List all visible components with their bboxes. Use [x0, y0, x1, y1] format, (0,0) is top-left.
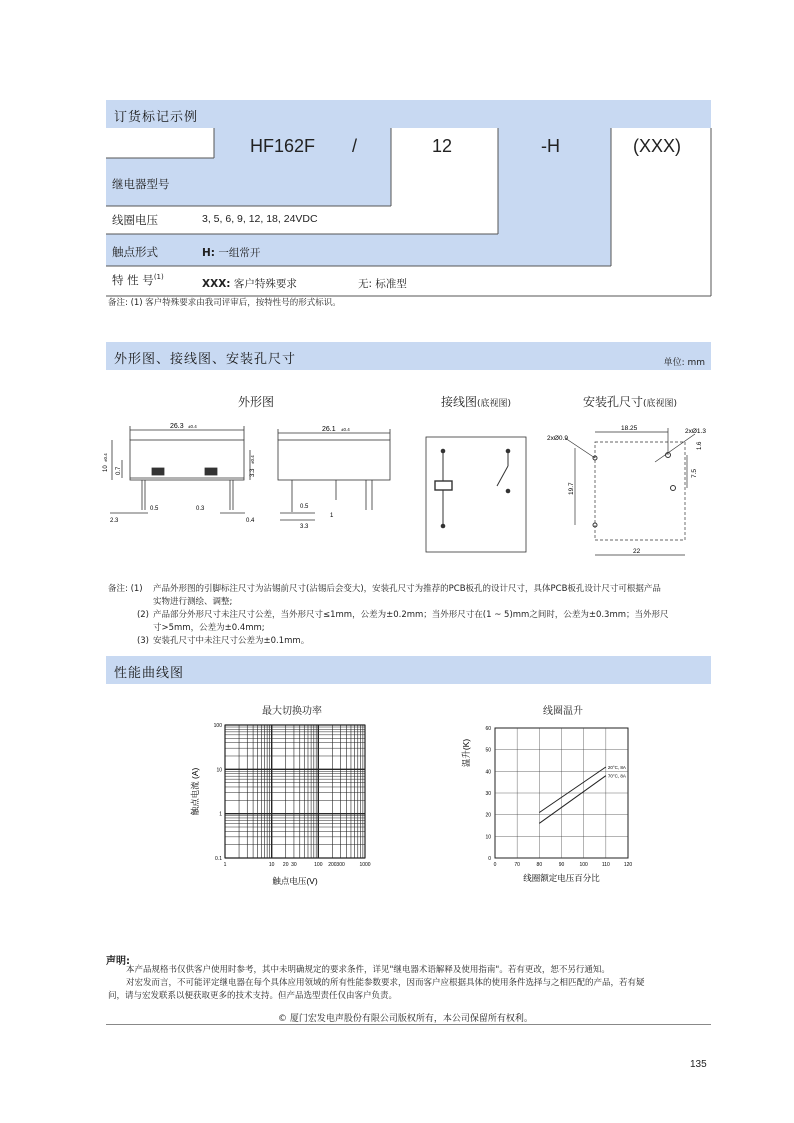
dim-16: 1.6	[697, 441, 703, 450]
dim-03: 0.3	[196, 506, 205, 512]
outline-drawing	[100, 420, 400, 530]
note-num	[108, 622, 153, 635]
dim-h2tol: ±0.4	[250, 455, 255, 464]
note-num: 备注: (1)	[108, 584, 143, 594]
dim-h1: 10	[103, 465, 109, 472]
special-code: XXX:	[202, 278, 231, 290]
series-label: 20°C, 8A	[607, 765, 626, 770]
section-title: 外形图、接线图、安装孔尺寸	[114, 352, 297, 367]
special-sup: (1)	[153, 273, 164, 282]
dim-tol2: ±0.4	[341, 427, 350, 432]
dim-tol1: ±0.4	[188, 424, 197, 429]
x-axis-label: 触点电压(V)	[272, 876, 318, 886]
unit-label: 单位: mm	[663, 358, 705, 368]
y-tick-label: 0	[488, 856, 491, 862]
dim-hole1: 2xØ0.9	[547, 435, 568, 442]
x-axis-label: 线圈额定电压百分比	[523, 873, 600, 883]
row-label-model: 继电器型号	[112, 177, 170, 191]
dim-1825: 18.25	[621, 425, 638, 432]
chart-coil-temperature-rise	[455, 715, 655, 890]
y-tick-label: 10	[485, 834, 491, 841]
copyright: © 厦门宏发电声股份有限公司版权所有，本公司保留所有权利。	[278, 1014, 533, 1024]
y-tick-label: 50	[485, 747, 491, 754]
note-text: 产品部分外形尺寸未注尺寸公差，当外形尺寸≤1mm，公差为±0.2mm；当外形尺寸在(1 ~ 5)mm之间时，公差为±0.3mm；当外形尺	[153, 610, 669, 620]
note-text: 安装孔尺寸中未注尺寸公差为±0.1mm。	[153, 636, 310, 646]
x-tick-label: 200	[328, 862, 337, 868]
code-voltage: 12	[432, 136, 453, 156]
x-tick-label: 90	[558, 862, 565, 868]
section-title: 订货标记示例	[114, 110, 199, 125]
y-tick-label: 100	[213, 723, 222, 729]
subtitle-mount	[583, 393, 677, 410]
note-line	[108, 622, 708, 635]
wiring-note: (底视图)	[477, 399, 512, 409]
dim-h2: 3.3	[250, 468, 256, 477]
wiring-title: 接线图	[441, 395, 478, 409]
declaration-title: 声明:	[106, 956, 130, 967]
note-line	[108, 609, 708, 622]
x-tick-label: 100	[579, 862, 588, 868]
y-tick-label: 0.1	[215, 856, 222, 862]
contact-desc: 一组常开	[215, 247, 261, 259]
x-tick-label: 10	[268, 862, 275, 868]
x-tick-label: 70	[514, 862, 520, 868]
wiring-diagram	[425, 436, 529, 554]
dim-05b: 0.5	[300, 504, 309, 510]
row-value-standard: 无: 标准型	[358, 278, 407, 290]
mount-title: 安装孔尺寸	[583, 395, 644, 409]
subtitle-wiring	[441, 393, 511, 410]
dim-22: 22	[633, 548, 641, 555]
note-num: (3)	[136, 636, 149, 646]
code-contact: -H	[541, 136, 560, 156]
dim-04: 0.4	[246, 518, 255, 524]
y-tick-label: 30	[485, 791, 491, 797]
dim-width2: 26.1	[322, 426, 336, 433]
x-tick-label: 110	[601, 862, 610, 868]
plot-area	[225, 725, 365, 858]
dim-33: 3.3	[300, 524, 309, 530]
x-tick-label: 80	[536, 862, 543, 868]
y-tick-label: 60	[485, 726, 491, 732]
note-line	[108, 596, 708, 609]
row-value-contact	[202, 245, 260, 260]
subtitle-outline: 外形图	[238, 395, 275, 409]
series-label: 70°C, 8A	[607, 773, 626, 779]
note-line	[108, 583, 708, 596]
dim-hole2: 2xØ1.3	[685, 428, 706, 435]
footer-rule	[106, 1024, 711, 1025]
y-axis-label: 温升(K)	[461, 738, 471, 768]
declaration-p2a: 对宏发而言，不可能评定继电器在每个具体应用领域的所有性能参数要求，因而客户应根据具体的使用条件选择与之相匹配的产品，若有疑	[126, 978, 645, 988]
dim-05a: 0.5	[150, 506, 159, 512]
special-label: 特 性 号	[112, 273, 154, 287]
dim-width1: 26.3	[170, 423, 184, 430]
contact-code: H:	[202, 247, 215, 259]
section-title: 性能曲线图	[114, 666, 185, 681]
note-line	[108, 635, 708, 648]
ordering-note: 备注: (1) 客户特殊要求由我司评审后，按特性号的形式标识。	[108, 298, 341, 308]
declaration-p2b: 问，请与宏发联系以便获取更多的技术支持。但产品选型责任仅由客户负责。	[108, 991, 398, 1001]
mounting-hole-drawing	[545, 420, 715, 570]
section-header-outline	[106, 342, 711, 370]
code-special: (XXX)	[633, 136, 682, 156]
dim-1: 1	[330, 513, 334, 519]
x-tick-label: 1000	[359, 862, 371, 868]
x-tick-label: 1	[223, 862, 227, 868]
row-value-coil: 3, 5, 6, 9, 12, 18, 24VDC	[202, 213, 318, 225]
dim-75: 7.5	[691, 468, 698, 478]
chart1-title: 最大切换功率	[262, 706, 322, 717]
y-axis-label: 触点电流 (A)	[190, 767, 200, 816]
outline-notes	[108, 583, 708, 648]
x-tick-label: 0	[493, 862, 497, 868]
note-text: 寸>5mm，公差为±0.4mm;	[153, 623, 265, 633]
row-label-contact: 触点形式	[112, 245, 158, 259]
code-slash: /	[352, 136, 358, 156]
note-text: 产品外形图的引脚标注尺寸为沾锡前尺寸(沾锡后会变大)，安装孔尺寸为推荐的PCB板孔的设计尺寸，具体PCB板孔设计尺寸可根据产品	[153, 584, 661, 594]
dim-197: 19.7	[568, 482, 575, 495]
page-number: 135	[690, 1059, 707, 1070]
chart2-title: 线圈温升	[543, 706, 583, 717]
x-tick-label: 100	[314, 862, 323, 868]
note-num	[108, 596, 153, 609]
y-tick-label: 1	[219, 811, 222, 818]
note-num: (2)	[136, 610, 149, 620]
y-tick-label: 20	[485, 812, 491, 819]
row-label-special	[112, 272, 164, 288]
section-header-performance	[106, 656, 711, 684]
x-tick-label: 120	[623, 862, 633, 868]
special-desc: 客户特殊要求	[230, 278, 297, 290]
x-tick-label: 20	[282, 862, 289, 868]
declaration-body	[108, 964, 713, 1003]
note-text: 实物进行测绘、调整;	[153, 597, 233, 607]
dim-23: 2.3	[110, 518, 119, 524]
code-hf162f: HF162F	[250, 136, 316, 156]
chart-max-switching-power	[180, 715, 380, 890]
mount-note: (底视图)	[643, 399, 678, 409]
y-tick-label: 40	[485, 769, 491, 776]
row-label-coil: 线圈电压	[112, 213, 158, 227]
dim-07: 0.7	[116, 466, 122, 475]
x-tick-label: 30	[291, 862, 297, 868]
y-tick-label: 10	[216, 767, 222, 774]
row-value-special	[202, 276, 297, 291]
declaration-p1: 本产品规格书仅供客户使用时参考，其中未明确规定的要求条件，详见"继电器术语解释及使用指南"。若有更改，恕不另行通知。	[126, 965, 610, 975]
x-tick-label: 300	[336, 862, 345, 868]
dim-h1tol: ±0.4	[103, 453, 108, 462]
